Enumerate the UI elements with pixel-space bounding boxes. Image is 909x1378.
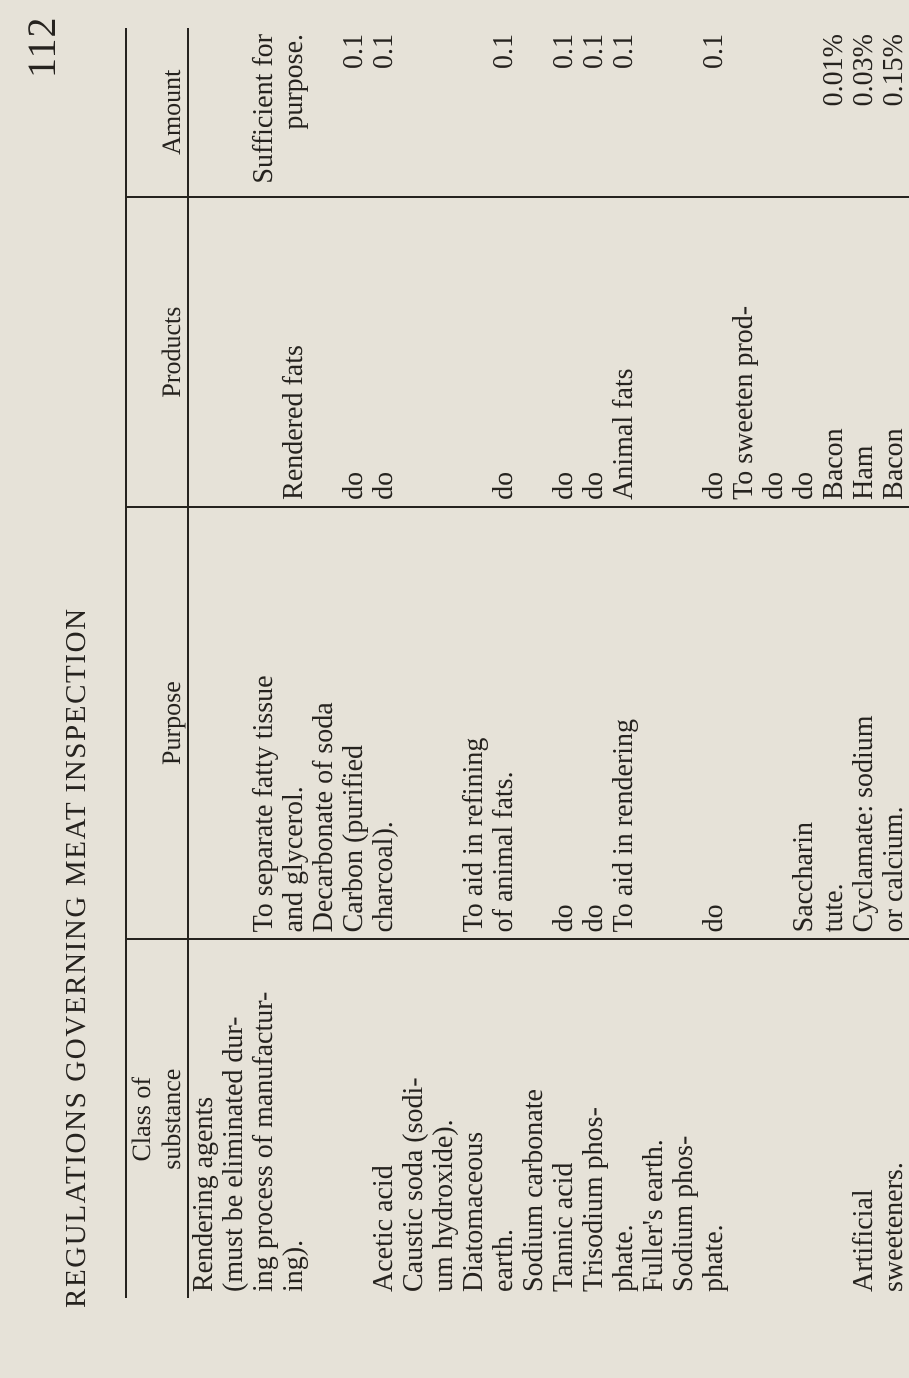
table-row [729, 28, 909, 1298]
cell-substance: Fuller's earth. Sodium phos- phate. [638, 1135, 729, 1292]
table-row [309, 28, 399, 1298]
cell-purpose: To aid in refining of animal fats. [399, 507, 519, 940]
cell-purpose: Saccharin tute. Cyclamate: sodium or calcium. [729, 507, 909, 940]
cell-purpose: Decarbonate of soda Carbon (purified charcoal). [309, 507, 399, 940]
cell-amount: 0.01% 0.03% 0.15% [729, 28, 909, 197]
table-row [399, 28, 519, 1298]
cell-substance: Rendering agents (must be eliminated dur- ing process of manufactur- ing). [188, 991, 309, 1292]
cell-products: To sweeten prod- do do Bacon Ham Bacon [729, 197, 909, 506]
cell-amount: 0.1 [639, 28, 729, 197]
header-purpose: Purpose [126, 507, 188, 940]
cell-substance: Acetic acid [368, 1165, 399, 1292]
cell-amount: 0.1 [399, 28, 519, 197]
cell-products: Rendered fats [188, 197, 309, 506]
cell-purpose: do do To aid in rendering [519, 507, 639, 940]
cell-products: do [639, 197, 729, 506]
header-products: Products [126, 197, 188, 506]
cell-substance: Artificial sweeteners. [848, 1162, 909, 1292]
additives-table [125, 28, 909, 1298]
table-row [188, 28, 309, 1298]
page-number: 112 [19, 16, 64, 78]
cell-purpose: do [639, 507, 729, 940]
header-amount: Amount [126, 28, 188, 197]
cell-products: do do Animal fats [519, 197, 639, 506]
cell-substance: Sodium carbonate Tannic acid Trisodium phos- phate. [518, 1089, 639, 1292]
cell-amount: Sufficient for purpose. [188, 28, 309, 197]
running-head: REGULATIONS GOVERNING MEAT INSPECTION [60, 607, 92, 1308]
cell-purpose: To separate fatty tissue and glycerol. [188, 507, 309, 940]
cell-substance: Caustic soda (sodi- um hydroxide). Diatomaceous earth. [398, 1077, 519, 1292]
table-row [639, 28, 729, 1298]
cell-amount: 0.1 0.1 [309, 28, 399, 197]
table-header-row [126, 28, 188, 1298]
table-row [519, 28, 639, 1298]
cell-products: do [399, 197, 519, 506]
header-substance: Class of substance [126, 939, 188, 1298]
cell-amount: 0.1 0.1 0.1 [519, 28, 639, 197]
cell-products: do do [309, 197, 399, 506]
